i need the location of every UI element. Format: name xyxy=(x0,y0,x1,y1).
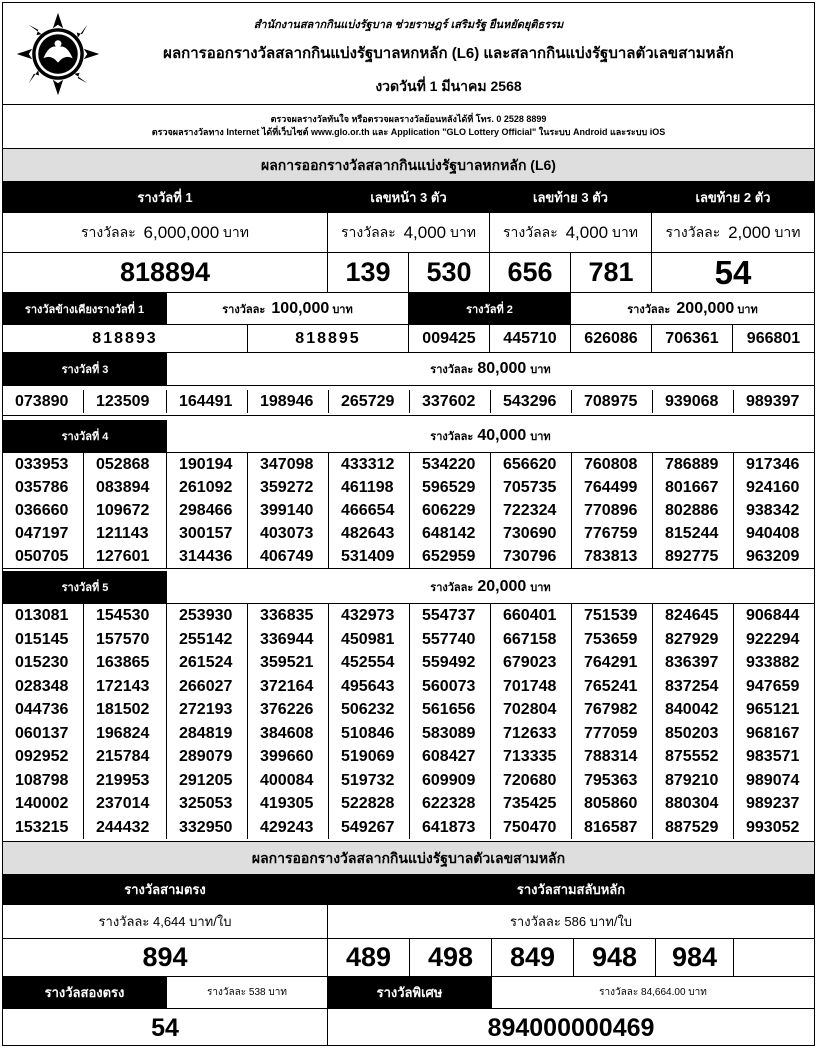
prize-number: 429243 xyxy=(260,818,314,836)
prize-number: 561656 xyxy=(422,701,476,718)
last2-number: 54 xyxy=(652,253,814,293)
prize-number: 753659 xyxy=(584,630,638,648)
last2-label: เลขท้าย 2 ตัว xyxy=(652,182,814,213)
prize-number: 325053 xyxy=(179,795,233,812)
prize5-label: รางวัลที่ 5 xyxy=(3,571,167,603)
prize-number: 372164 xyxy=(260,677,314,695)
prize-number: 531409 xyxy=(341,548,395,565)
prize-number: 840042 xyxy=(665,701,719,718)
prize-number: 399660 xyxy=(260,748,314,765)
prize-number: 384608 xyxy=(260,724,314,742)
prize-number: 730796 xyxy=(503,548,557,565)
prize-number: 947659 xyxy=(746,677,800,695)
prize-number: 750470 xyxy=(503,818,557,836)
prize-number: 764499 xyxy=(584,479,638,496)
contact-info xyxy=(3,105,814,149)
prize-number: 720680 xyxy=(503,771,557,789)
prize4-amount: รางวัลละ 40,000 บาท xyxy=(430,427,551,444)
prize-number: 652959 xyxy=(422,548,476,565)
prize-number: 337602 xyxy=(422,393,476,410)
prize-number: 622328 xyxy=(422,795,476,812)
prize-number: 963209 xyxy=(746,548,800,565)
prize-number: 805860 xyxy=(584,795,638,812)
draw-date: งวดวันที่ 1 มีนาคม 2568 xyxy=(375,78,522,94)
prize-number: 519732 xyxy=(341,771,395,789)
prize-number: 406749 xyxy=(260,548,314,565)
prize-number: 887529 xyxy=(665,818,719,836)
prize-number: 015145 xyxy=(15,630,69,648)
prize-number: 939068 xyxy=(665,393,719,410)
prize-number: 047197 xyxy=(15,525,69,542)
near1-number: 818895 xyxy=(248,325,409,353)
last3-label: เลขท้าย 3 ตัว xyxy=(490,182,652,213)
perm3-amount: รางวัลละ 586 บาท/ใบ xyxy=(328,905,814,939)
near1-number: 818893 xyxy=(3,325,248,353)
prize-number: 596529 xyxy=(422,479,476,496)
special-label: รางวัลพิเศษ xyxy=(328,977,492,1009)
phone-info: ตรวจผลรางวัลทันใจ หรือตรวจผลรางวัลย้อนหลังได้ที่ โทร. 0 2528 8899 xyxy=(270,114,547,124)
prize-number: 777059 xyxy=(584,724,638,742)
prize-number: 836397 xyxy=(665,654,719,671)
prize-number: 052868 xyxy=(96,456,150,473)
lottery-result-sheet xyxy=(2,2,815,1046)
prize-number: 608427 xyxy=(422,748,476,765)
prize-number: 648142 xyxy=(422,525,476,542)
prize-number: 466654 xyxy=(341,502,395,519)
prize-number: 702804 xyxy=(503,701,557,718)
prize-number: 989237 xyxy=(746,795,800,812)
prize-number: 983571 xyxy=(746,748,800,765)
prize-number: 933882 xyxy=(746,654,800,671)
prize2-number: 706361 xyxy=(652,325,733,353)
prize-number: 764291 xyxy=(584,654,638,671)
prize-number: 522828 xyxy=(341,795,395,812)
last3-amount: รางวัลละ 4,000 บาท xyxy=(490,213,652,253)
prize-number: 583089 xyxy=(422,724,476,742)
prize-number: 253930 xyxy=(179,607,233,624)
prize-number: 261524 xyxy=(179,654,233,671)
n3-section-title: ผลการออกรางวัลสลากกินแบ่งรัฐบาลตัวเลขสามหลัก xyxy=(3,841,814,875)
prize-number: 403073 xyxy=(260,525,314,542)
prize-number: 092952 xyxy=(15,748,69,765)
prize-number: 419305 xyxy=(260,795,314,812)
perm3-label: รางวัลสามสลับหลัก xyxy=(328,875,814,905)
straight3-label: รางวัลสามตรง xyxy=(3,875,328,905)
prize-number: 044736 xyxy=(15,701,69,718)
prize-number: 510846 xyxy=(341,724,395,742)
prize-number: 291205 xyxy=(179,771,233,789)
prize-number: 765241 xyxy=(584,677,638,695)
prize-number: 968167 xyxy=(746,724,800,742)
prize-number: 336944 xyxy=(260,630,314,648)
front3-number: 530 xyxy=(409,253,490,293)
prize-number: 452554 xyxy=(341,654,395,671)
prize-number: 767982 xyxy=(584,701,638,718)
prize1-number: 818894 xyxy=(3,253,328,293)
prize-number: 140002 xyxy=(15,795,69,812)
prize-number: 244432 xyxy=(96,818,150,836)
prize-number: 660401 xyxy=(503,607,557,624)
prize-number: 708975 xyxy=(584,393,638,410)
prize-number: 164491 xyxy=(179,393,233,410)
prize-number: 786889 xyxy=(665,456,719,473)
prize-number: 906844 xyxy=(746,607,800,624)
prize-number: 121143 xyxy=(96,525,149,542)
prize-number: 924160 xyxy=(746,479,800,496)
prize-number: 300157 xyxy=(179,525,233,542)
straight2-number: 54 xyxy=(3,1009,328,1046)
prize-number: 376226 xyxy=(260,701,314,718)
prize-number: 083894 xyxy=(96,479,150,496)
prize-number: 875552 xyxy=(665,748,719,765)
straight3-amount: รางวัลละ 4,644 บาท/ใบ xyxy=(3,905,328,939)
prize-number: 108798 xyxy=(15,771,69,789)
prize-number: 850203 xyxy=(665,724,719,742)
prize-number: 679023 xyxy=(503,654,557,671)
perm3-number: 498 xyxy=(410,939,492,977)
prize-number: 776759 xyxy=(584,525,638,542)
prize-number: 712633 xyxy=(503,724,557,742)
prize-number: 073890 xyxy=(15,393,69,410)
near1-amount: รางวัลละ 100,000 บาท xyxy=(167,293,409,325)
prize-number: 237014 xyxy=(96,795,150,812)
prize-number: 815244 xyxy=(665,525,719,542)
prize-number: 917346 xyxy=(746,456,800,473)
prize-number: 347098 xyxy=(260,456,314,473)
prize-number: 035786 xyxy=(15,479,69,496)
l6-section-title: ผลการออกรางวัลสลากกินแบ่งรัฐบาลหกหลัก (L6) xyxy=(3,149,814,182)
prize2-number: 445710 xyxy=(490,325,571,353)
prize-number: 788314 xyxy=(584,748,638,765)
prize-number: 219953 xyxy=(96,771,150,789)
prize-number: 013081 xyxy=(15,607,69,624)
prize-number: 314436 xyxy=(179,548,233,565)
prize-number: 015230 xyxy=(15,654,69,671)
prize-number: 289079 xyxy=(179,748,233,765)
front3-amount: รางวัลละ 4,000 บาท xyxy=(328,213,490,253)
prize-number: 123509 xyxy=(96,393,150,410)
web-info: ตรวจผลรางวัลทาง Internet ได้ที่เว็บไซต์ www.glo.or.th และ Application "GLO Lottery Official" ในระบบ Android และระบบ iOS xyxy=(151,127,666,137)
prize-number: 965121 xyxy=(746,701,800,718)
prize-number: 751539 xyxy=(584,607,638,624)
prize-number: 359272 xyxy=(260,479,314,496)
prize1-amount: รางวัลละ 6,000,000 บาท xyxy=(3,213,328,253)
prize-number: 534220 xyxy=(422,456,476,473)
prize2-amount: รางวัลละ 200,000 บาท xyxy=(571,293,814,325)
last2-amount: รางวัลละ 2,000 บาท xyxy=(652,213,814,253)
prize-number: 543296 xyxy=(503,393,557,410)
prize-number: 506232 xyxy=(341,701,395,718)
prize-number: 824645 xyxy=(665,607,719,624)
document-title: ผลการออกรางวัลสลากกินแบ่งรัฐบาลหกหลัก (L6) และสลากกินแบ่งรัฐบาลตัวเลขสามหลัก xyxy=(163,45,734,62)
prize-number: 400084 xyxy=(260,771,314,789)
prize-number: 196824 xyxy=(96,724,150,742)
prize-number: 127601 xyxy=(96,548,150,565)
prize-number: 735425 xyxy=(503,795,557,812)
prize-number: 359521 xyxy=(260,654,314,671)
prize-number: 336835 xyxy=(260,607,314,624)
prize-number: 036660 xyxy=(15,502,69,519)
prize-number: 560073 xyxy=(422,677,476,695)
prize-number: 938342 xyxy=(746,502,800,519)
straight2-amount: รางวัลละ 538 บาท xyxy=(167,977,328,1009)
prize-number: 450981 xyxy=(341,630,395,648)
prize-number: 265729 xyxy=(341,393,395,410)
prize4-label: รางวัลที่ 4 xyxy=(3,420,167,452)
prize-number: 783813 xyxy=(584,548,638,565)
prize-number: 641873 xyxy=(422,818,476,836)
prize-number: 701748 xyxy=(503,677,557,695)
prize-number: 606229 xyxy=(422,502,476,519)
prize-number: 519069 xyxy=(341,748,395,765)
prize-number: 989074 xyxy=(746,771,800,789)
prize-number: 266027 xyxy=(179,677,233,695)
special-number: 894000000469 xyxy=(487,1013,655,1042)
prize-number: 922294 xyxy=(746,630,800,648)
last3-number: 656 xyxy=(490,253,571,293)
prize-number: 940408 xyxy=(746,525,800,542)
front3-number: 139 xyxy=(328,253,409,293)
prize-number: 656620 xyxy=(503,456,557,473)
straight2-label: รางวัลสองตรง xyxy=(3,977,167,1009)
prize-number: 705735 xyxy=(503,479,557,496)
prize-number: 272193 xyxy=(179,701,233,718)
prize-number: 770896 xyxy=(584,502,638,519)
perm3-number: 489 xyxy=(328,939,410,977)
prize-number: 433312 xyxy=(341,456,395,473)
prize-number: 163865 xyxy=(96,654,150,671)
prize-number: 432973 xyxy=(341,607,395,624)
prize-number: 802886 xyxy=(665,502,719,519)
front3-label: เลขหน้า 3 ตัว xyxy=(328,182,490,213)
prize-number: 482643 xyxy=(341,525,395,542)
prize-number: 060137 xyxy=(15,724,69,742)
prize-number: 050705 xyxy=(15,548,69,565)
prize-number: 399140 xyxy=(260,502,314,519)
near1-label: รางวัลข้างเคียงรางวัลที่ 1 xyxy=(3,293,167,325)
prize-number: 549267 xyxy=(341,818,395,836)
empty-cell xyxy=(734,939,814,977)
prize-number: 559492 xyxy=(422,654,476,671)
perm3-number: 849 xyxy=(492,939,574,977)
office-motto: สำนักงานสลากกินแบ่งรัฐบาล ช่วยราษฎร์ เสริมรัฐ ยืนหยัดยุติธรรม xyxy=(253,19,564,31)
prize-number: 892775 xyxy=(665,548,719,565)
prize2-label: รางวัลที่ 2 xyxy=(409,293,571,325)
prize-number: 554737 xyxy=(422,607,476,624)
prize-number: 880304 xyxy=(665,795,719,812)
prize-number: 215784 xyxy=(96,748,150,765)
prize3-label: รางวัลที่ 3 xyxy=(3,353,167,385)
prize-number: 033953 xyxy=(15,456,69,473)
prize-number: 722324 xyxy=(503,502,557,519)
prize-number: 298466 xyxy=(179,502,233,519)
prize-number: 795363 xyxy=(584,771,638,789)
prize-number: 667158 xyxy=(503,630,557,648)
prize-number: 255142 xyxy=(179,630,233,648)
prize-number: 879210 xyxy=(665,771,719,789)
prize-number: 993052 xyxy=(746,818,800,836)
prize3-amount: รางวัลละ 80,000 บาท xyxy=(430,360,551,377)
prize-number: 837254 xyxy=(665,677,719,695)
prize-number: 284819 xyxy=(179,724,233,742)
prize-number: 028348 xyxy=(15,677,69,695)
prize-number: 332950 xyxy=(179,818,233,836)
prize-number: 495643 xyxy=(341,677,395,695)
prize-number: 109672 xyxy=(96,502,150,519)
prize-number: 760808 xyxy=(584,456,638,473)
prize-number: 557740 xyxy=(422,630,476,648)
prize-number: 181502 xyxy=(96,701,150,718)
special-amount: รางวัลละ 84,664.00 บาท xyxy=(492,977,814,1009)
prize-number: 730690 xyxy=(503,525,557,542)
prize-number: 261092 xyxy=(179,479,233,496)
prize-number: 461198 xyxy=(341,479,394,496)
prize-number: 801667 xyxy=(665,479,719,496)
prize-number: 190194 xyxy=(179,456,233,473)
prize2-number: 009425 xyxy=(409,325,490,353)
prize-number: 713335 xyxy=(503,748,557,765)
prize-number: 827929 xyxy=(665,630,719,648)
prize-number: 989397 xyxy=(746,393,800,410)
prize-number: 172143 xyxy=(96,677,150,695)
prize5-amount: รางวัลละ 20,000 บาท xyxy=(430,578,551,595)
prize2-number: 966801 xyxy=(733,325,814,353)
last3-number: 781 xyxy=(571,253,652,293)
prize-number: 153215 xyxy=(15,818,69,836)
prize-number: 609909 xyxy=(422,771,476,789)
perm3-number: 948 xyxy=(574,939,656,977)
prize1-label: รางวัลที่ 1 xyxy=(3,182,328,213)
header xyxy=(3,3,814,105)
prize2-number: 626086 xyxy=(571,325,652,353)
perm3-number: 984 xyxy=(656,939,734,977)
prize-number: 157570 xyxy=(96,630,150,648)
prize-number: 154530 xyxy=(96,607,150,624)
straight3-number: 894 xyxy=(3,939,328,977)
prize-number: 198946 xyxy=(260,393,314,410)
prize-number: 816587 xyxy=(584,818,638,836)
